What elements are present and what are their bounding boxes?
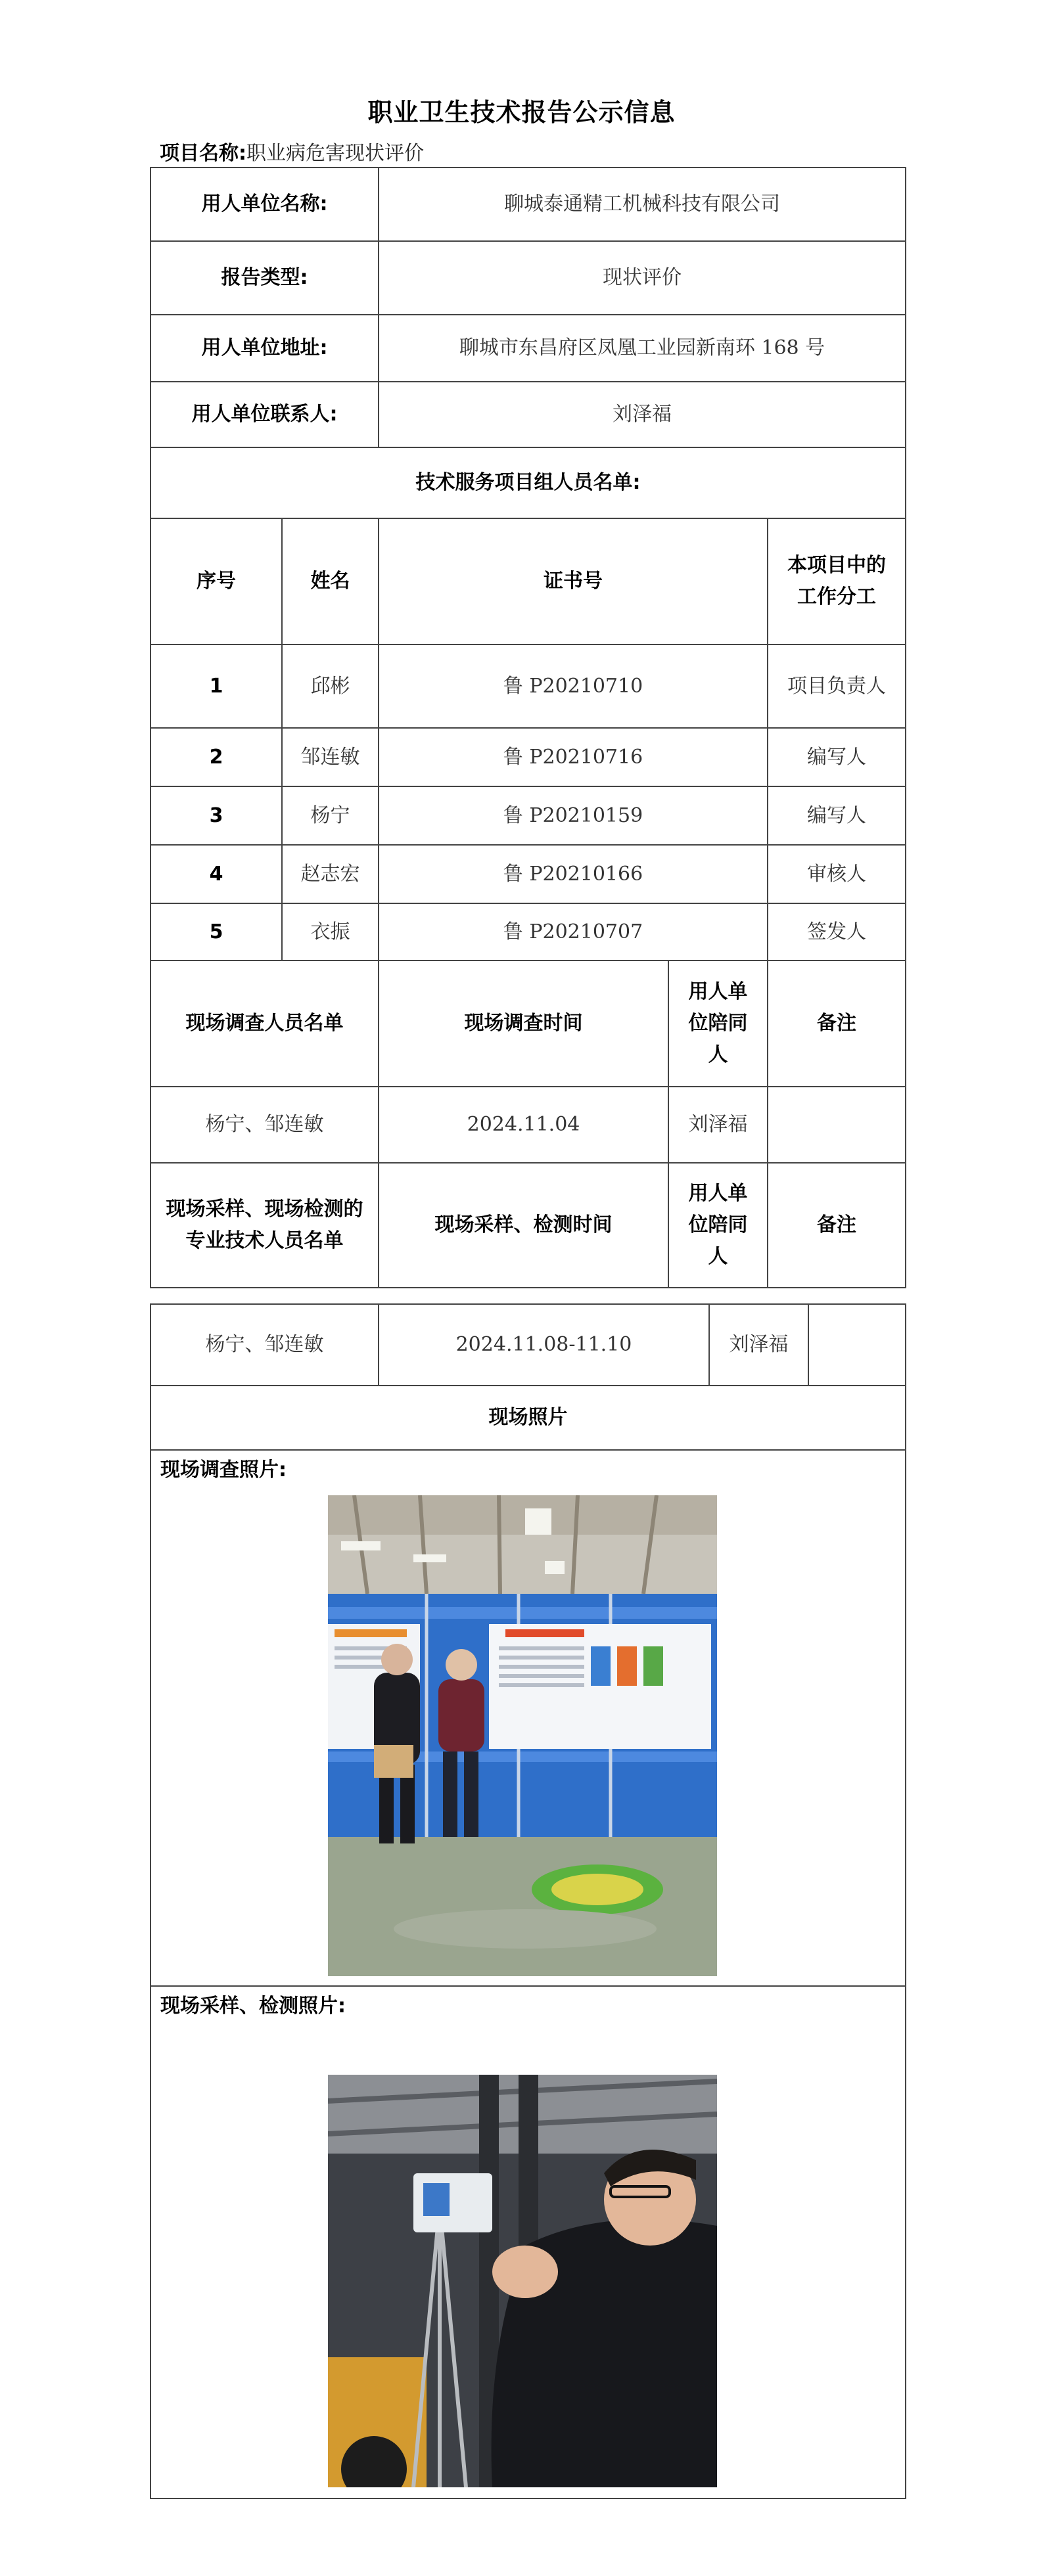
sampling-photo-label: 现场采样、检测照片: <box>160 1995 346 2018</box>
team-row <box>151 903 906 960</box>
team-no: 4 <box>151 845 282 903</box>
team-col-no: 序号 <box>151 518 282 644</box>
info-value: 刘泽福 <box>379 382 906 447</box>
page-title: 职业卫生技术报告公示信息 <box>367 98 676 127</box>
info-row-report-type <box>151 241 906 315</box>
team-cert: 鲁 P20210707 <box>379 903 768 960</box>
sampling-photo-row <box>151 1986 906 2498</box>
survey-people: 杨宁、邹连敏 <box>151 1087 379 1163</box>
info-label: 报告类型: <box>151 241 379 315</box>
team-role: 审核人 <box>768 845 906 903</box>
project-name-line <box>160 137 424 166</box>
team-row <box>151 644 906 728</box>
survey-row <box>151 1087 906 1163</box>
team-cert: 鲁 P20210159 <box>379 786 768 845</box>
team-no: 1 <box>151 644 282 728</box>
info-row-contact <box>151 382 906 447</box>
sampling-escort: 刘泽福 <box>709 1304 808 1386</box>
project-name-label: 项目名称: <box>160 142 246 165</box>
info-value: 聊城市东昌府区凤凰工业园新南环 168 号 <box>379 315 906 382</box>
team-role: 编写人 <box>768 786 906 845</box>
sampling-time: 2024.11.08-11.10 <box>379 1304 709 1386</box>
survey-photo-cell <box>151 1450 906 1986</box>
team-cert: 鲁 P20210710 <box>379 644 768 728</box>
survey-col-note: 备注 <box>768 960 906 1087</box>
team-name: 邱彬 <box>282 644 379 728</box>
team-no: 2 <box>151 728 282 786</box>
sampling-col-time: 现场采样、检测时间 <box>379 1163 668 1288</box>
team-col-name: 姓名 <box>282 518 379 644</box>
team-role: 编写人 <box>768 728 906 786</box>
report-info-table <box>150 167 906 1288</box>
team-row <box>151 786 906 845</box>
info-label: 用人单位名称: <box>151 168 379 241</box>
sampling-people: 杨宁、邹连敏 <box>151 1304 379 1386</box>
sampling-photo-cell <box>151 1986 906 2498</box>
sampling-note <box>808 1304 906 1386</box>
team-no: 3 <box>151 786 282 845</box>
survey-photo-row <box>151 1450 906 1986</box>
sampling-photo-image <box>328 2075 717 2487</box>
team-cert: 鲁 P20210716 <box>379 728 768 786</box>
photos-header: 现场照片 <box>151 1386 906 1450</box>
info-row-address <box>151 315 906 382</box>
info-label: 用人单位联系人: <box>151 382 379 447</box>
info-row-company <box>151 168 906 241</box>
sampling-photo <box>328 2075 717 2487</box>
team-cert: 鲁 P20210166 <box>379 845 768 903</box>
survey-col-time: 现场调查时间 <box>379 960 668 1087</box>
team-col-cert: 证书号 <box>379 518 768 644</box>
survey-photo-label: 现场调查照片: <box>160 1458 287 1481</box>
survey-col-people: 现场调查人员名单 <box>151 960 379 1087</box>
sampling-photos-table <box>150 1303 906 2499</box>
sampling-col-people: 现场采样、现场检测的专业技术人员名单 <box>151 1163 379 1288</box>
survey-escort: 刘泽福 <box>668 1087 768 1163</box>
team-role: 项目负责人 <box>768 644 906 728</box>
sampling-columns-row <box>151 1163 906 1288</box>
sampling-col-escort: 用人单位陪同人 <box>668 1163 768 1288</box>
sampling-row <box>151 1304 906 1386</box>
survey-note <box>768 1087 906 1163</box>
survey-columns-row <box>151 960 906 1087</box>
info-label: 用人单位地址: <box>151 315 379 382</box>
team-name: 赵志宏 <box>282 845 379 903</box>
team-row <box>151 728 906 786</box>
team-name: 杨宁 <box>282 786 379 845</box>
survey-col-escort: 用人单位陪同人 <box>668 960 768 1087</box>
team-columns-row <box>151 518 906 644</box>
survey-photo-image <box>328 1495 717 1976</box>
team-header: 技术服务项目组人员名单: <box>151 447 906 518</box>
team-no: 5 <box>151 903 282 960</box>
team-role: 签发人 <box>768 903 906 960</box>
survey-time: 2024.11.04 <box>379 1087 668 1163</box>
photos-header-row <box>151 1386 906 1450</box>
team-col-role: 本项目中的工作分工 <box>768 518 906 644</box>
survey-photo <box>328 1495 717 1976</box>
team-header-row <box>151 447 906 518</box>
project-name-value: 职业病危害现状评价 <box>246 142 424 165</box>
team-name: 衣振 <box>282 903 379 960</box>
info-value: 聊城泰通精工机械科技有限公司 <box>379 168 906 241</box>
team-name: 邹连敏 <box>282 728 379 786</box>
team-row <box>151 845 906 903</box>
info-value: 现状评价 <box>379 241 906 315</box>
sampling-col-note: 备注 <box>768 1163 906 1288</box>
